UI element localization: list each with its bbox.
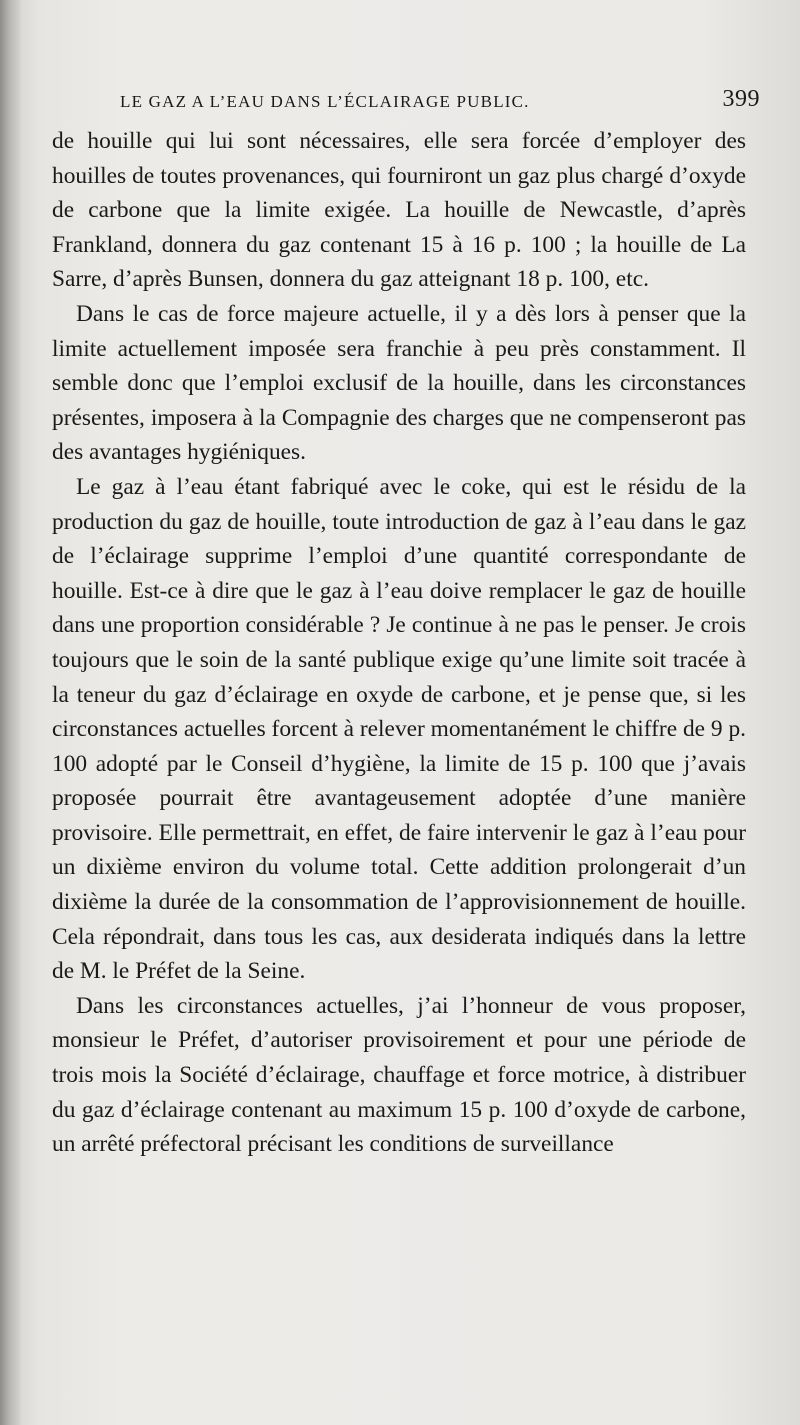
running-title: LE GAZ A L’EAU DANS L’ÉCLAIRAGE PUBLIC. [120,92,530,111]
binding-shadow [0,0,22,1425]
paragraph-2: Dans le cas de force majeure actuelle, il y a dès lors à penser que la limite actuellement imposée sera franchie à peu près constamment. Il semble donc que l’emploi exclusif de la houille, dans les circonstances présentes, imposera à la Compagnie des charges que ne compenseront pas des avantages hygiéniques. [52,300,746,466]
paragraph-3: Le gaz à l’eau étant fabriqué avec le coke, qui est le résidu de la production du gaz de houille, toute introduction de gaz à l’eau dans le gaz de l’éclairage supprime l’emploi d’une quantité correspondante de houille. Est-ce à dire que le gaz à l’eau doive remplacer le gaz de houille dans une proportion considérable ? Je continue à ne pas le penser. Je crois toujours que le soin de la santé publique exige qu’une limite soit tracée à la teneur du gaz d’éclairage en oxyde de carbone, et je pense que, si les circonstances actuelles forcent à relever momentanément le chiffre de 9 p. 100 adopté par le Conseil d’hygiène, la limite de 15 p. 100 que j’avais proposée pourrait être avantageusement adoptée d’une manière provisoire. Elle permettrait, en effet, de faire intervenir le gaz à l’eau pour un dixième environ du volume total. Cette addition prolongerait d’un dixième la durée de la consommation de l’approvisionnement de houille. Cela répondrait, dans tous les cas, aux desiderata indiqués dans la lettre de M. le Préfet de la Seine. [52,473,746,985]
running-header [52,84,760,124]
body-text [52,124,746,1162]
paragraph-4: Dans les circonstances actuelles, j’ai l’honneur de vous proposer, monsieur le Préfet, d’autoriser provisoirement et pour une période de trois mois la Société d’éclairage, chauffage et force motrice, à distribuer du gaz d’éclairage contenant au maximum 15 p. 100 d’oxyde de carbone, un arrêté préfectoral précisant les conditions de surveillance [52,992,746,1158]
paragraph-1: de houille qui lui sont nécessaires, elle sera forcée d’employer des houilles de toutes provenances, qui fourniront un gaz plus chargé d’oxyde de carbone que la limite exigée. La houille de Newcastle, d’après Frankland, donnera du gaz contenant 15 à 16 p. 100 ; la houille de La Sarre, d’après Bunsen, donnera du gaz atteignant 18 p. 100, etc. [52,128,746,293]
book-page [52,84,760,1162]
page-number: 399 [722,86,760,112]
